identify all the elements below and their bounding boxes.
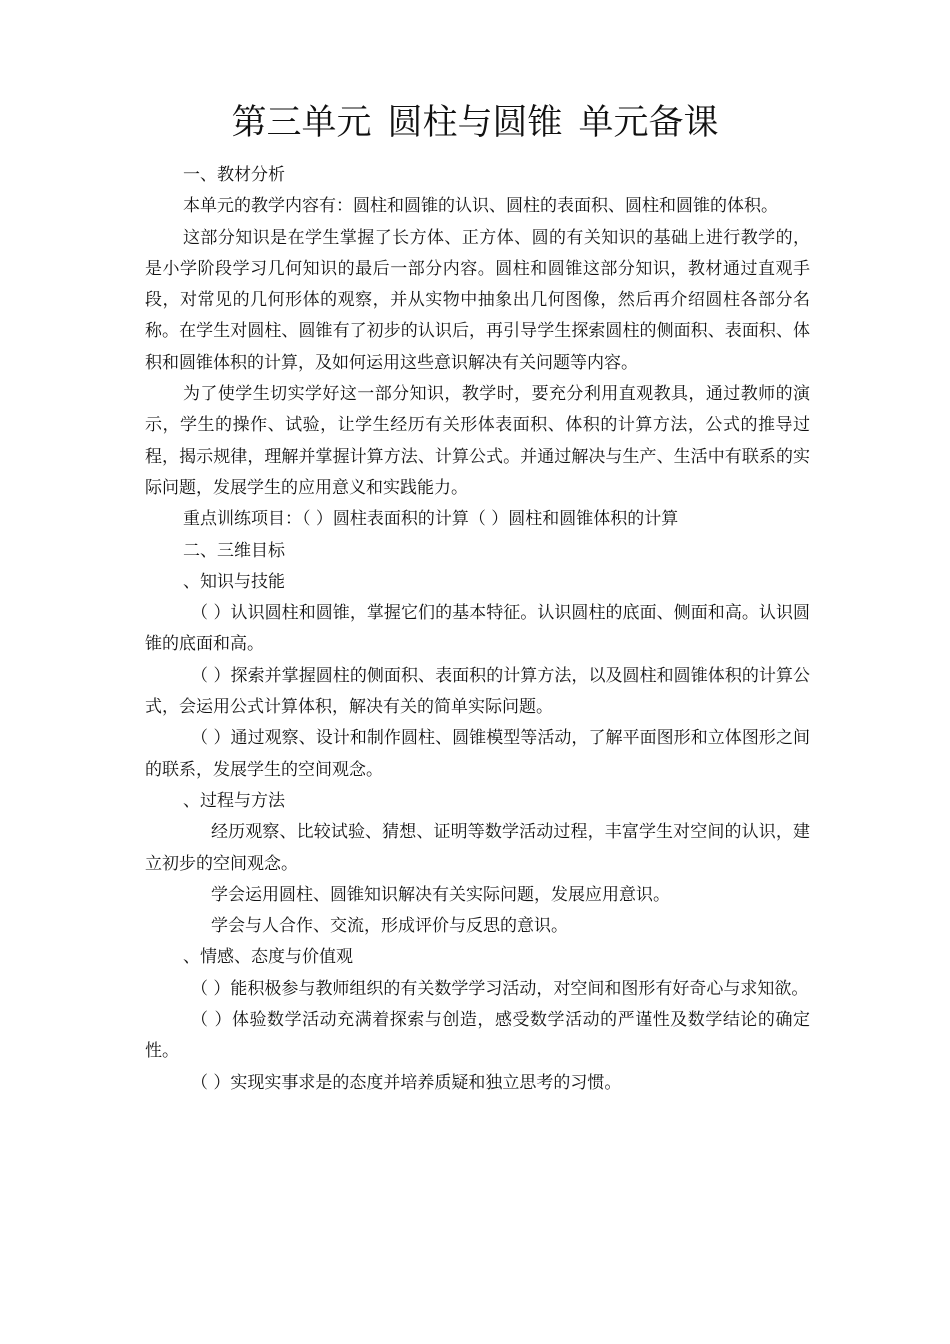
- section-heading-textbook-analysis: 一、教材分析: [183, 165, 285, 185]
- title-type: 单元备课: [578, 103, 719, 143]
- subheading-process-methods: 、过程与方法: [183, 790, 285, 811]
- paragraph-key-training-items: 重点训练项目：（ ）圆柱表面积的计算（ ）圆柱和圆锥体积的计算: [183, 509, 679, 530]
- goal-item: 经历观察、比较试验、猜想、证明等数学活动过程，丰富学生对空间的认识，建立初步的空间观念。: [145, 822, 810, 874]
- goal-item: 学会与人合作、交流，形成评价与反思的意识。: [211, 916, 568, 937]
- subheading-knowledge-skills: 、知识与技能: [183, 571, 285, 592]
- goal-item: （ ）通过观察、设计和制作圆柱、圆锥模型等活动，了解平面图形和立体图形之间的联系，发展学生的空间观念。: [145, 728, 810, 780]
- goal-item: （ ）实现实事求是的态度并培养质疑和独立思考的习惯。: [191, 1072, 622, 1093]
- subheading-emotion-attitude-values: 、情感、态度与价值观: [183, 947, 353, 968]
- section-heading-three-dimensional-goals: 二、三维目标: [183, 540, 285, 561]
- paragraph-teaching-approach: 为了使学生切实学好这一部分知识，教学时，要充分利用直观教具，通过教师的演示，学生的操作、试验，让学生经历有关形体表面积、体积的计算方法，公式的推导过程，揭示规律，理解并掌握计算方法、计算公式。并通过解决与生产、生活中有联系的实际问题，发展学生的应用意义和实践能力。: [145, 384, 810, 498]
- goal-item: （ ）认识圆柱和圆锥，掌握它们的基本特征。认识圆柱的底面、侧面和高。认识圆锥的底面和高。: [145, 603, 810, 655]
- goal-item: （ ）探索并掌握圆柱的侧面积、表面积的计算方法，以及圆柱和圆锥体积的计算公式，会运用公式计算体积，解决有关的简单实际问题。: [145, 665, 810, 718]
- paragraph-unit-content: 本单元的教学内容有：圆柱和圆锥的认识、圆柱的表面积、圆柱和圆锥的体积。: [183, 196, 778, 217]
- goal-item: （ ）体验数学活动充满着探索与创造，感受数学活动的严谨性及数学结论的确定性。: [145, 1010, 810, 1062]
- title-topic: 圆柱与圆锥: [387, 103, 563, 143]
- document-body: [145, 160, 810, 1099]
- goal-item: 学会运用圆柱、圆锥知识解决有关实际问题，发展应用意识。: [211, 884, 670, 905]
- paragraph-knowledge-basis: 这部分知识是在学生掌握了长方体、正方体、圆的有关知识的基础上进行教学的，是小学阶段学习几何知识的最后一部分内容。圆柱和圆锥这部分知识，教材通过直观手段，对常见的几何形体的观察，并从实物中抽象出几何图像，然后再介绍圆柱各部分名称。在学生对圆柱、圆锥有了初步的认识后，再引导学生探索圆柱的侧面积、表面积、体积和圆锥体积的计算，及如何运用这些意识解决有关问题等内容。: [145, 227, 810, 373]
- document-title: [0, 98, 950, 148]
- goal-item: （ ）能积极参与教师组织的有关数学学习活动，对空间和图形有好奇心与求知欲。: [191, 978, 809, 999]
- title-unit: 第三单元: [231, 103, 372, 143]
